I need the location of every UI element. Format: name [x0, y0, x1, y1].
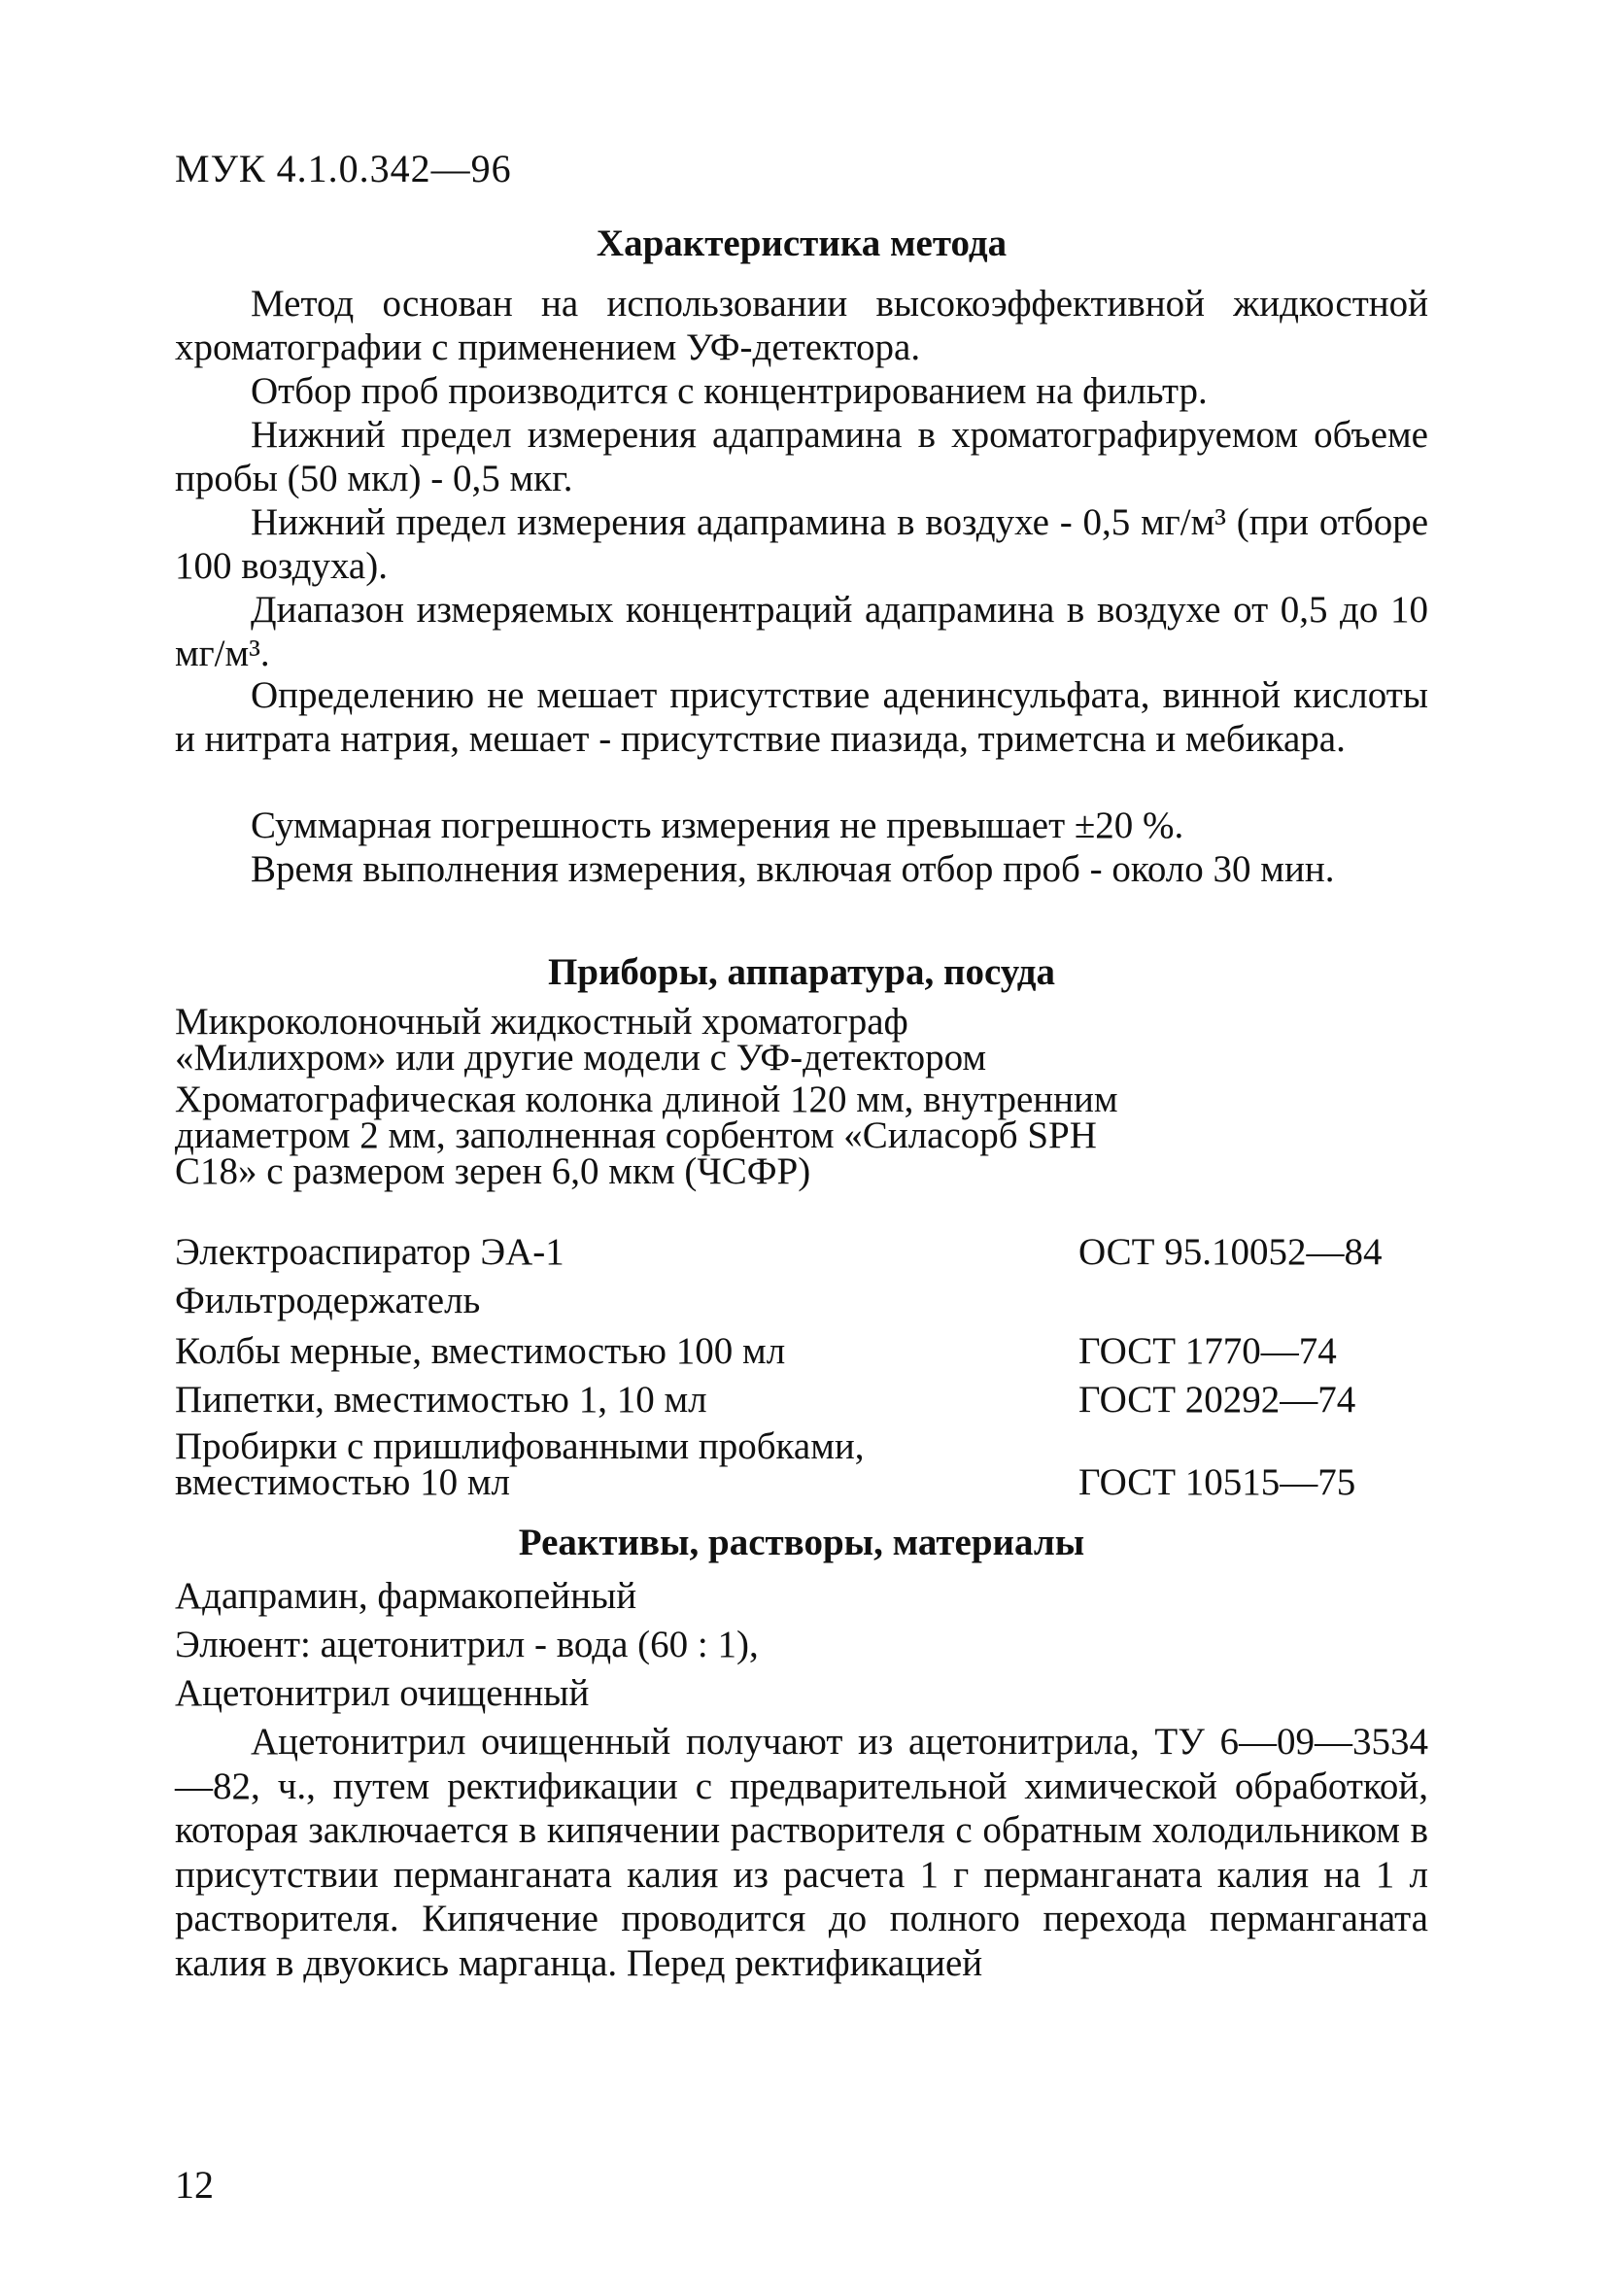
paragraph-sampling: Отбор проб производится с концентрированием на фильтр.: [251, 370, 1208, 412]
section-title-reagents: Реактивы, растворы, материалы: [518, 1522, 1085, 1563]
equipment-row: [175, 1425, 1428, 1503]
page-number: 12: [175, 2163, 214, 2207]
equipment-standard: ОСТ 95.10052—84: [1078, 1231, 1383, 1273]
reagent-item: Адапрамин, фармакопейный: [175, 1575, 637, 1617]
paragraph-interference: Определению не мешает присутствие аденинсульфата, винной кислоты и нитрата натрия, мешает - присутствие пиазида, триметсна и мебикара.: [175, 674, 1428, 760]
reagent-item: Элюент: ацетонитрил - вода (60 : 1),: [175, 1624, 759, 1665]
paragraph-method-basis: Метод основан на использовании высокоэффективной жидкостной хроматографии с применением УФ-детектора.: [175, 283, 1428, 368]
section-title-method: Характеристика метода: [596, 223, 1008, 264]
reagent-item: Ацетонитрил очищенный: [175, 1672, 590, 1714]
equipment-name: Пипетки, вместимостью 1, 10 мл: [175, 1379, 707, 1421]
paragraph-error: Суммарная погрешность измерения не превышает ±20 %.: [251, 805, 1184, 846]
document-code: МУК 4.1.0.342—96: [175, 147, 512, 190]
section-title-equipment: Приборы, аппаратура, посуда: [547, 951, 1056, 993]
paragraph-lower-limit-sample: Нижний предел измерения адапрамина в хроматографируемом объеме пробы (50 мкл) - 0,5 мкг.: [175, 414, 1428, 499]
paragraph-duration: Время выполнения измерения, включая отбор проб - около 30 мин.: [251, 848, 1335, 890]
equipment-row: [175, 1331, 1428, 1372]
equipment-standard: ГОСТ 1770—74: [1078, 1330, 1337, 1372]
equipment-row: [175, 1232, 1428, 1273]
equipment-chromatograph: Микроколоночный жидкостный хроматограф «Милихром» или другие модели с УФ-детектором: [175, 1001, 987, 1079]
equipment-name: Колбы мерные, вместимостью 100 мл: [175, 1330, 786, 1372]
paragraph-acetonitrile-purification: Ацетонитрил очищенный получают из ацетонитрила, ТУ 6—09—3534—82, ч., путем ректификации с предварительной химической обработкой, которая заключается в кипячении растворителя с обратным холодильником в присутствии перманганата калия из расчета 1 г перманганата калия на 1 л растворителя. Кипячение проводится до полного перехода перманганата калия в двуокись марганца. Перед ректификацией: [175, 1721, 1428, 1984]
equipment-standard: ГОСТ 10515—75: [1078, 1461, 1356, 1503]
paragraph-lower-limit-air: Нижний предел измерения адапрамина в воздухе - 0,5 мг/м³ (при отборе 100 воздуха).: [175, 501, 1428, 587]
paragraph-range: Диапазон измеряемых концентраций адапрамина в воздухе от 0,5 до 10 мг/м³.: [175, 589, 1428, 674]
equipment-row: [175, 1281, 1428, 1321]
equipment-row: [175, 1380, 1428, 1421]
equipment-name: Пробирки с пришлифованными пробками, вместимостью 10 мл: [175, 1425, 865, 1503]
equipment-name: Фильтродержатель: [175, 1280, 481, 1321]
equipment-column: Хроматографическая колонка длиной 120 мм, внутренним диаметром 2 мм, заполненная сорбентом «Силасорб SPH C18» с размером зерен 6,0 мкм (ЧСФР): [175, 1079, 1118, 1192]
equipment-name: Электроаспиратор ЭА-1: [175, 1231, 564, 1273]
equipment-standard: ГОСТ 20292—74: [1078, 1379, 1356, 1421]
